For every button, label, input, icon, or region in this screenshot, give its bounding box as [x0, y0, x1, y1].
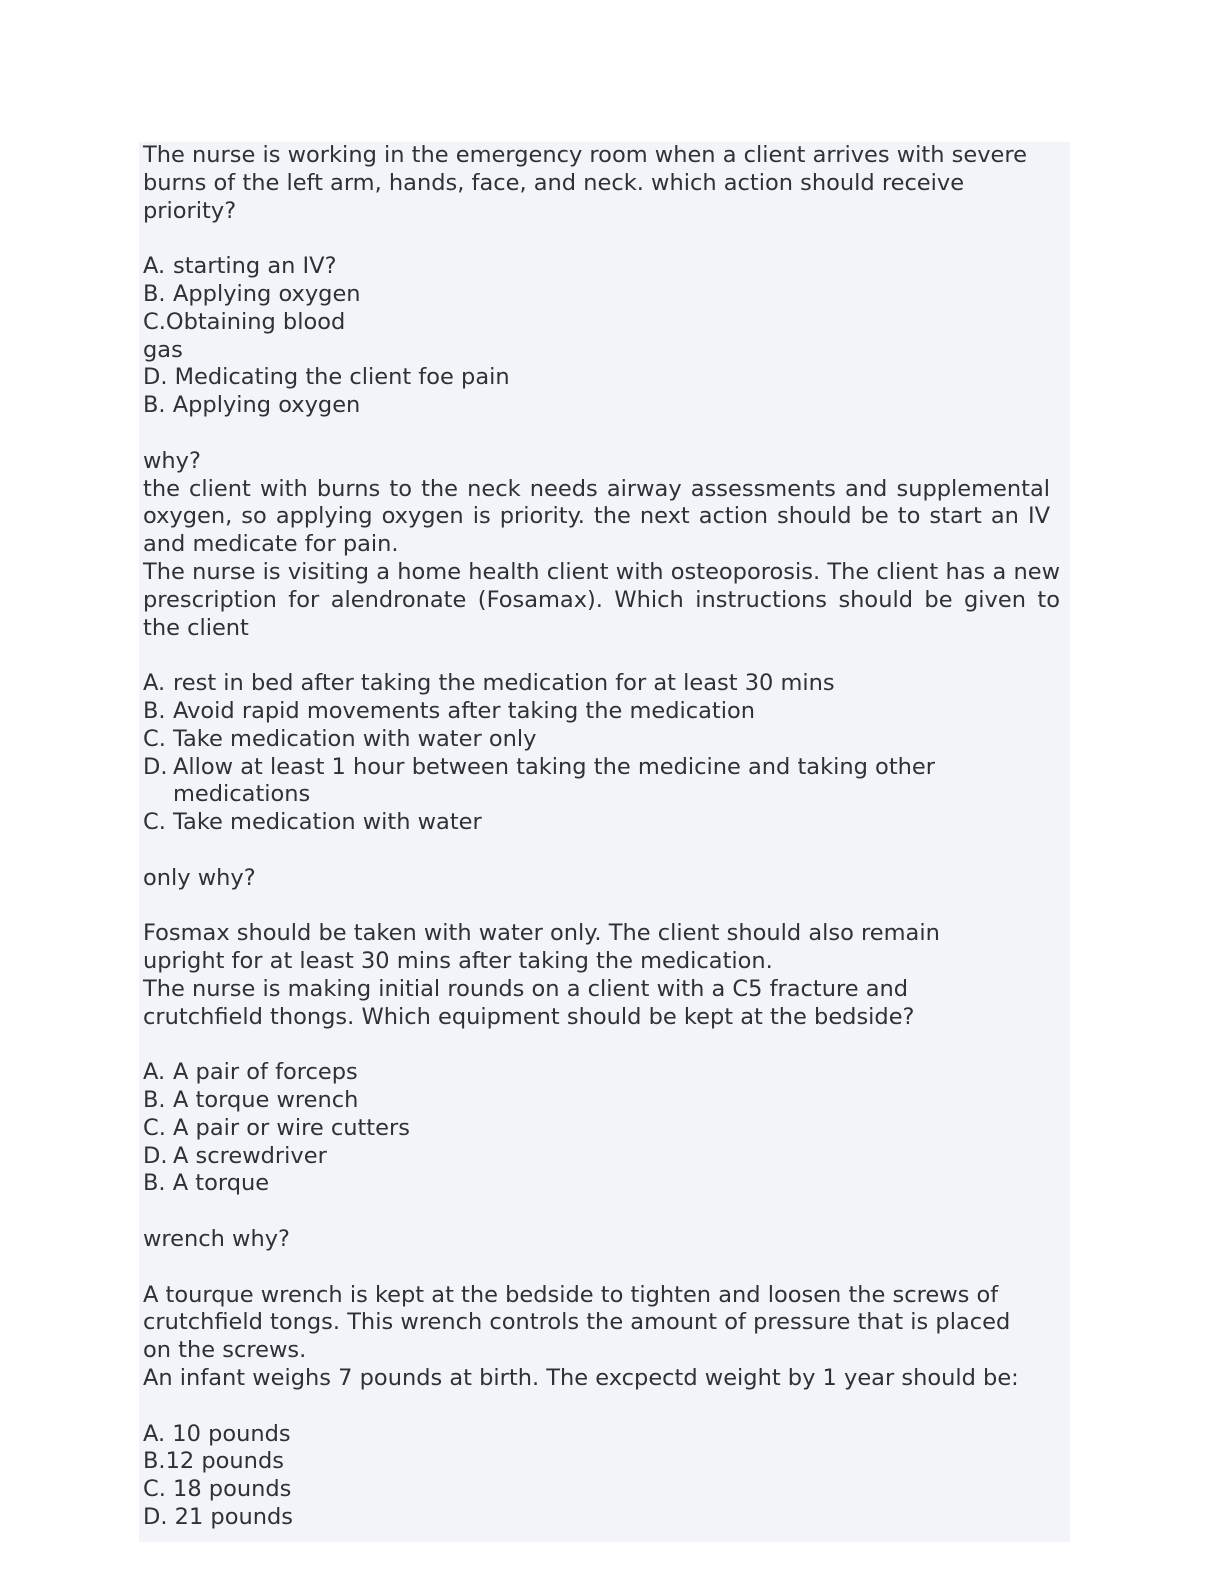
question-4 — [143, 1365, 1070, 1532]
option-c — [143, 726, 1070, 754]
option-letter: A. — [143, 1059, 166, 1086]
option-d: D. 21 pounds — [143, 1504, 293, 1531]
option-text: Allow at least 1 hour between taking the medicine and taking other medications — [173, 753, 936, 808]
answer: B. Applying oxygen — [143, 392, 361, 419]
question-text-line: The nurse is making initial rounds on a client with a C5 fracture and — [143, 975, 909, 1002]
option-text: A screwdriver — [173, 1142, 327, 1169]
option-letter: B. — [143, 697, 166, 724]
why-label: wrench why? — [143, 1226, 290, 1253]
option-a: A. 10 pounds — [143, 1420, 291, 1447]
option-text: A torque wrench — [173, 1087, 359, 1114]
option-b — [143, 1087, 1070, 1115]
document-content — [139, 142, 1070, 1542]
option-b — [143, 698, 1070, 726]
explanation-line: Fosmax should be taken with water only. The client should also remain — [143, 920, 940, 947]
explanation-line: crutchfield tongs. This wrench controls the amount of pressure that is placed — [143, 1309, 1011, 1336]
option-c-continued: gas — [143, 336, 183, 363]
explanation-line: upright for at least 30 mins after taking the medication. — [143, 948, 773, 975]
option-letter: D. — [143, 753, 168, 780]
option-d: D. Medicating the client foe pain — [143, 364, 510, 391]
option-text: rest in bed after taking the medication for at least 30 mins — [173, 670, 835, 697]
question-text-line: priority? — [143, 197, 237, 224]
option-d — [143, 754, 993, 810]
explanation-line: on the screws. — [143, 1337, 307, 1364]
option-text: Take medication with water only — [173, 725, 537, 752]
why-label: why? — [143, 447, 201, 474]
option-letter: A. — [143, 670, 166, 697]
option-letter: C. — [143, 1114, 166, 1141]
option-text: starting an IV? — [173, 253, 337, 280]
option-text: A pair or wire cutters — [173, 1114, 410, 1141]
option-text: A pair of forceps — [173, 1059, 358, 1086]
question-text-line: crutchfield thongs. Which equipment should be kept at the bedside? — [143, 1003, 915, 1030]
option-c: C.Obtaining blood — [143, 308, 346, 335]
question-text: The nurse is visiting a home health client with osteoporosis. The client has a new prescription for alendronate (Fosamax). Which instructions should be given to the client — [143, 558, 1060, 641]
option-a — [143, 1059, 1070, 1087]
option-a — [143, 253, 1070, 281]
question-text: An infant weighs 7 pounds at birth. The excpectd weight by 1 year should be: — [143, 1365, 1019, 1392]
answer: B. A torque — [143, 1170, 270, 1197]
why-label: only why? — [143, 864, 256, 891]
question-3 — [143, 976, 1070, 1365]
option-text: Applying oxygen — [173, 280, 361, 307]
question-text-line: burns of the left arm, hands, face, and neck. which action should receive — [143, 169, 965, 196]
option-c: C. 18 pounds — [143, 1476, 292, 1503]
explanation-line: A tourque wrench is kept at the bedside to tighten and loosen the screws of — [143, 1281, 999, 1308]
option-letter: C. — [143, 725, 166, 752]
option-text: Avoid rapid movements after taking the medication — [173, 697, 756, 724]
option-d — [143, 1143, 1070, 1171]
explanation: the client with burns to the neck needs airway assessments and supplemental oxygen, so applying oxygen is priority. the next action should be to start an IV and medicate for pain. — [143, 475, 1050, 558]
option-letter: B. — [143, 1087, 166, 1114]
question-2 — [143, 559, 1070, 976]
answer: C. Take medication with water — [143, 809, 482, 836]
option-a — [143, 670, 1070, 698]
option-letter: D. — [143, 1142, 168, 1169]
option-letter: B. — [143, 280, 166, 307]
option-letter: A. — [143, 253, 166, 280]
option-b — [143, 281, 1070, 309]
question-text-line: The nurse is working in the emergency room when a client arrives with severe — [143, 142, 1027, 168]
question-1 — [143, 142, 1070, 559]
option-c — [143, 1115, 1070, 1143]
option-b: B.12 pounds — [143, 1448, 284, 1475]
